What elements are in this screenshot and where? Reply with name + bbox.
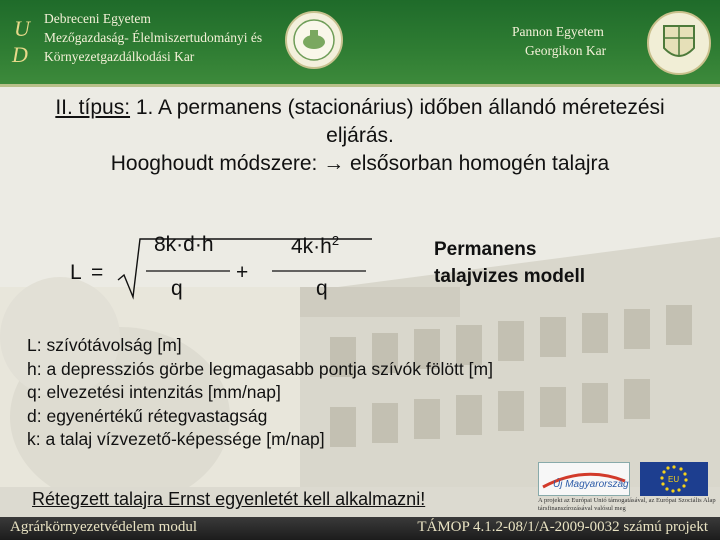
left-institution-line: Környezetgazdálkodási Kar bbox=[44, 49, 195, 64]
model-note-line: Permanens bbox=[434, 239, 537, 260]
left-institution-line: Mezőgazdaság- Élelmiszertudományi és bbox=[44, 30, 263, 45]
eu-flag-text: EU bbox=[668, 475, 680, 484]
formula-equals: = bbox=[91, 261, 104, 284]
formula-exponent: 2 bbox=[331, 233, 340, 248]
model-note-line: talajvizes modell bbox=[434, 266, 586, 287]
svg-text:U: U bbox=[14, 16, 30, 41]
eu-support-caption: A projekt az Európai Unió támogatásával, az Európai Szociális Alap társfinanszírozásával valósul meg bbox=[538, 497, 716, 512]
formula-denominator-1: q bbox=[171, 277, 183, 300]
slide-title bbox=[0, 94, 720, 178]
type-label: II. típus: bbox=[55, 96, 131, 119]
right-institution-line: Pannon Egyetem bbox=[512, 24, 604, 39]
university-logo-icon bbox=[10, 10, 40, 70]
right-institution-line: Georgikon Kar bbox=[525, 43, 607, 58]
title-line-1-text: 1. A permanens (stacionárius) időben állandó méretezési bbox=[130, 96, 665, 119]
formula-numerator-2-base: 4k·h bbox=[291, 235, 332, 258]
hooghoudt-formula bbox=[0, 225, 720, 315]
svg-text:D: D bbox=[12, 42, 28, 67]
title-line-3: Hooghoudt módszere: → elsősorban homogén talajra bbox=[110, 152, 610, 175]
formula-plus: + bbox=[236, 261, 249, 284]
title-line-1 bbox=[0, 94, 720, 122]
formula-numerator-2 bbox=[291, 233, 339, 259]
variable-definitions bbox=[27, 334, 493, 452]
right-institution-name bbox=[512, 22, 606, 60]
eu-flag-icon bbox=[640, 462, 708, 496]
formula-denominator-2: q bbox=[316, 277, 328, 300]
footer-project-id: TÁMOP 4.1.2-08/1/A-2009-0032 számú projekt bbox=[417, 519, 708, 535]
uj-magyarorszag-logo-icon bbox=[539, 463, 629, 495]
definition-item: q: elvezetési intenzitás [mm/nap] bbox=[27, 382, 281, 402]
university-crest-icon bbox=[646, 8, 712, 78]
definition-item: h: a depressziós görbe legmagasabb pontja szívók fölött [m] bbox=[27, 358, 493, 379]
formula-numerator-1: 8k·d·h bbox=[154, 233, 214, 256]
faculty-emblem-icon bbox=[284, 10, 344, 70]
definition-item: k: a talaj vízvezető-képessége [m/nap] bbox=[27, 429, 325, 449]
header-band bbox=[0, 0, 720, 84]
left-institution-name bbox=[44, 9, 262, 66]
uj-magyarorszag-logo-text: Új Magyarország bbox=[553, 479, 629, 490]
left-institution-line: Debreceni Egyetem bbox=[44, 11, 151, 26]
title-line-2: eljárás. bbox=[326, 124, 394, 147]
footer-band bbox=[0, 517, 720, 540]
eu-flag-logo bbox=[640, 462, 708, 496]
definition-item: L: szívótávolság [m] bbox=[27, 335, 182, 355]
uj-magyarorszag-logo bbox=[538, 462, 630, 496]
footer-module-name: Agrárkörnyezetvédelem modul bbox=[10, 519, 198, 535]
definition-item: d: egyenértékű rétegvastagság bbox=[27, 405, 268, 426]
formula-radical-lines bbox=[0, 225, 720, 315]
bottom-note: Rétegzett talajra Ernst egyenletét kell alkalmazni! bbox=[32, 489, 426, 509]
model-note bbox=[434, 236, 585, 290]
formula-lhs: L bbox=[70, 261, 82, 284]
